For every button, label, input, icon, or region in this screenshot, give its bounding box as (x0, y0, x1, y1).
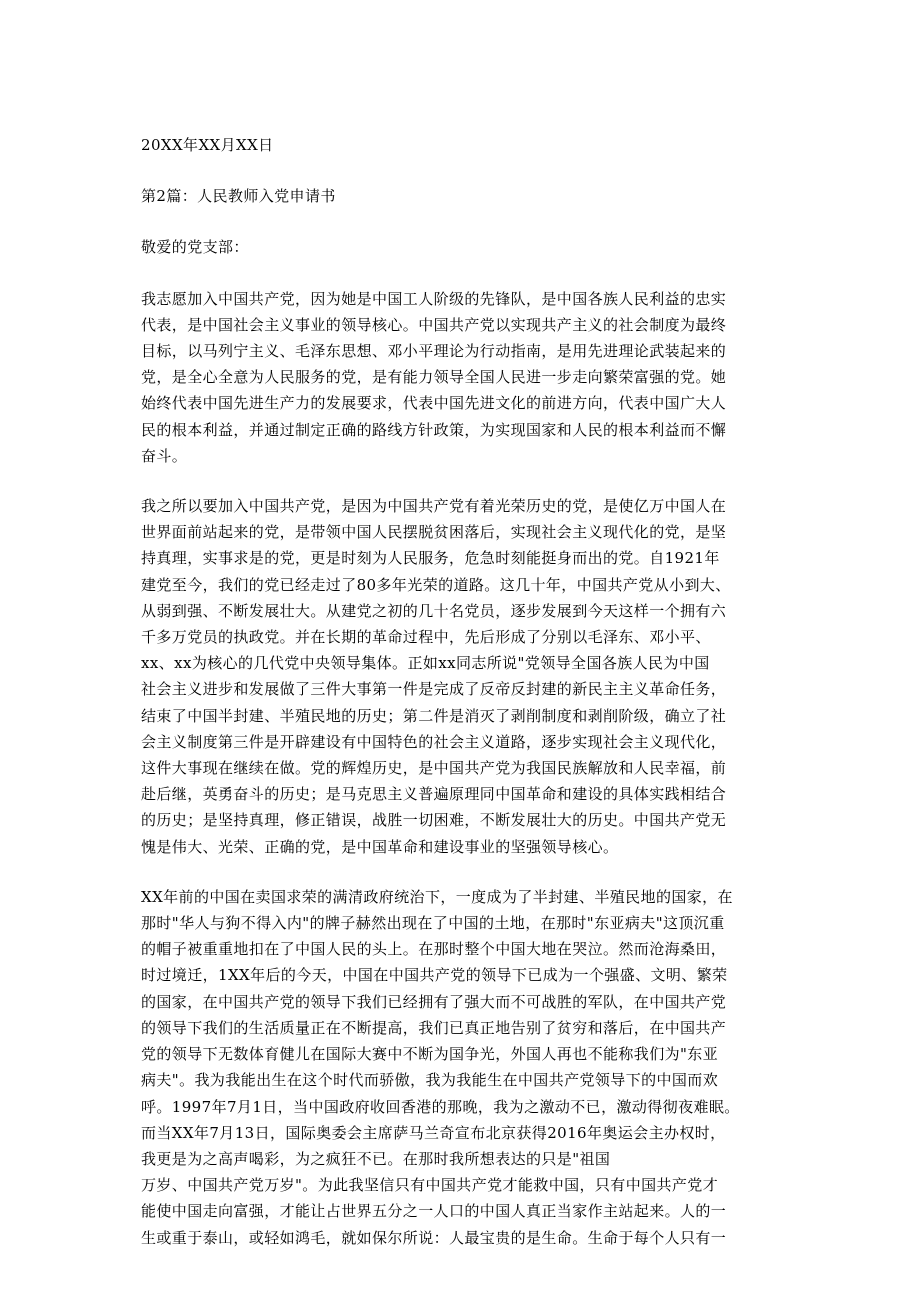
paragraph-line: 目标，以马列宁主义、毛泽东思想、邓小平理论为行动指南，是用先进理论武装起来的 (141, 342, 727, 361)
paragraph-line: 会主义制度第三件是开辟建设有中国特色的社会主义道路，逐步实现社会主义现代化， (141, 732, 727, 751)
paragraph-line: 结束了中国半封建、半殖民地的历史；第二件是消灭了剥削制度和剥削阶级，确立了社 (141, 706, 727, 725)
paragraph-line: 持真理，实事求是的党，更是时刻为人民服务，危急时刻能挺身而出的党。自1921年 (141, 549, 720, 568)
paragraph-line: xx、xx为核心的几代党中央领导集体。正如xx同志所说"党领导全国各族人民为中国 (141, 654, 710, 673)
paragraph-2 (141, 493, 783, 860)
paragraph-line: 而当XX年7月13日，国际奥委会主席萨马兰奇宣布北京获得2016年奥运会主办权时， (141, 1123, 726, 1142)
paragraph-line: 时过境迁，1XX年后的今天，中国在中国共产党的领导下已成为一个强盛、文明、繁荣 (141, 966, 728, 985)
paragraph-line: 奋斗。 (141, 446, 188, 465)
paragraph-line: 愧是伟大、光荣、正确的党，是中国革命和建设事业的坚强领导核心。 (141, 837, 619, 856)
paragraph-line: 始终代表中国先进生产力的发展要求，代表中国先进文化的前进方向，代表中国广大人 (141, 394, 727, 413)
paragraph-line: 生或重于泰山，或轻如鸿毛，就如保尔所说：人最宝贵的是生命。生命于每个人只有一 (141, 1228, 727, 1247)
document-title: 第2篇：人民教师入党申请书 (141, 187, 336, 206)
paragraph-line: 病夫"。我为我能出生在这个时代而骄傲，我为我能生在中国共产党领导下的中国而欢 (141, 1071, 719, 1090)
paragraph-line: 党，是全心全意为人民服务的党，是有能力领导全国人民进一步走向繁荣富强的党。她 (141, 368, 727, 387)
paragraph-line: 建党至今，我们的党已经走过了80多年光荣的道路。这几十年，中国共产党从小到大、 (141, 575, 731, 594)
paragraph-3 (141, 884, 783, 1251)
paragraph-line: 能使中国走向富强，才能让占世界五分之一人口的中国人真正当家作主站起来。人的一 (141, 1202, 727, 1221)
paragraph-line: 千多万党员的执政党。并在长期的革命过程中，先后形成了分别以毛泽东、邓小平、 (141, 628, 711, 647)
paragraph-line: 民的根本利益，并通过制定正确的路线方针政策，为实现国家和人民的根本利益而不懈 (141, 420, 727, 439)
paragraph-line: 代表，是中国社会主义事业的领导核心。中国共产党以实现共产主义的社会制度为最终 (141, 315, 727, 334)
paragraph-line: 那时"华人与狗不得入内"的牌子赫然出现在了中国的土地，在那时"东亚病夫"这顶沉重 (141, 914, 725, 933)
paragraph-line: 社会主义进步和发展做了三件大事第一件是完成了反帝反封建的新民主主义革命任务， (141, 680, 727, 699)
document-page (141, 132, 783, 1275)
paragraph-line: 的国家，在中国共产党的领导下我们已经拥有了强大而不可战胜的军队，在中国共产党 (141, 992, 727, 1011)
paragraph-line: 我更是为之高声喝彩，为之疯狂不已。在那时我所想表达的只是"祖国 (141, 1149, 611, 1168)
salutation: 敬爱的党支部： (141, 238, 249, 257)
paragraph-line: 万岁、中国共产党万岁"。为此我坚信只有中国共产党才能救中国，只有中国共产党才 (141, 1176, 719, 1195)
paragraph-line: 呼。1997年7月1日，当中国政府收回香港的那晚，我为之激动不已，激动得彻夜难眠。 (141, 1097, 740, 1116)
paragraph-line: 赴后继，英勇奋斗的历史；是马克思主义普遍原理同中国革命和建设的具体实践相结合 (141, 785, 727, 804)
paragraph-line: 的领导下我们的生活质量正在不断提高，我们已真正地告别了贫穷和落后，在中国共产 (141, 1018, 727, 1037)
paragraph-line: 世界面前站起来的党，是带领中国人民摆脱贫困落后，实现社会主义现代化的党，是坚 (141, 523, 727, 542)
paragraph-line: 党的领导下无数体育健儿在国际大赛中不断为国争光，外国人再也不能称我们为"东亚 (141, 1045, 719, 1064)
paragraph-line: XX年前的中国在卖国求荣的满清政府统治下，一度成为了半封建、半殖民地的国家，在 (141, 887, 733, 906)
paragraph-1 (141, 286, 783, 469)
paragraph-line: 的历史；是坚持真理，修正错误，战胜一切困难，不断发展壮大的历史。中国共产党无 (141, 811, 727, 830)
date-line: 20XX年XX月XX日 (141, 136, 274, 154)
paragraph-line: 从弱到强、不断发展壮大。从建党之初的几十名党员，逐步发展到今天这样一个拥有六 (141, 601, 727, 620)
paragraph-line: 我志愿加入中国共产党，因为她是中国工人阶级的先锋队，是中国各族人民利益的忠实 (141, 289, 727, 308)
paragraph-line: 这件大事现在继续在做。党的辉煌历史，是中国共产党为我国民族解放和人民幸福，前 (141, 759, 727, 778)
paragraph-line: 我之所以要加入中国共产党，是因为中国共产党有着光荣历史的党，是使亿万中国人在 (141, 497, 727, 516)
paragraph-line: 的帽子被重重地扣在了中国人民的头上。在那时整个中国大地在哭泣。然而沧海桑田， (141, 940, 727, 959)
